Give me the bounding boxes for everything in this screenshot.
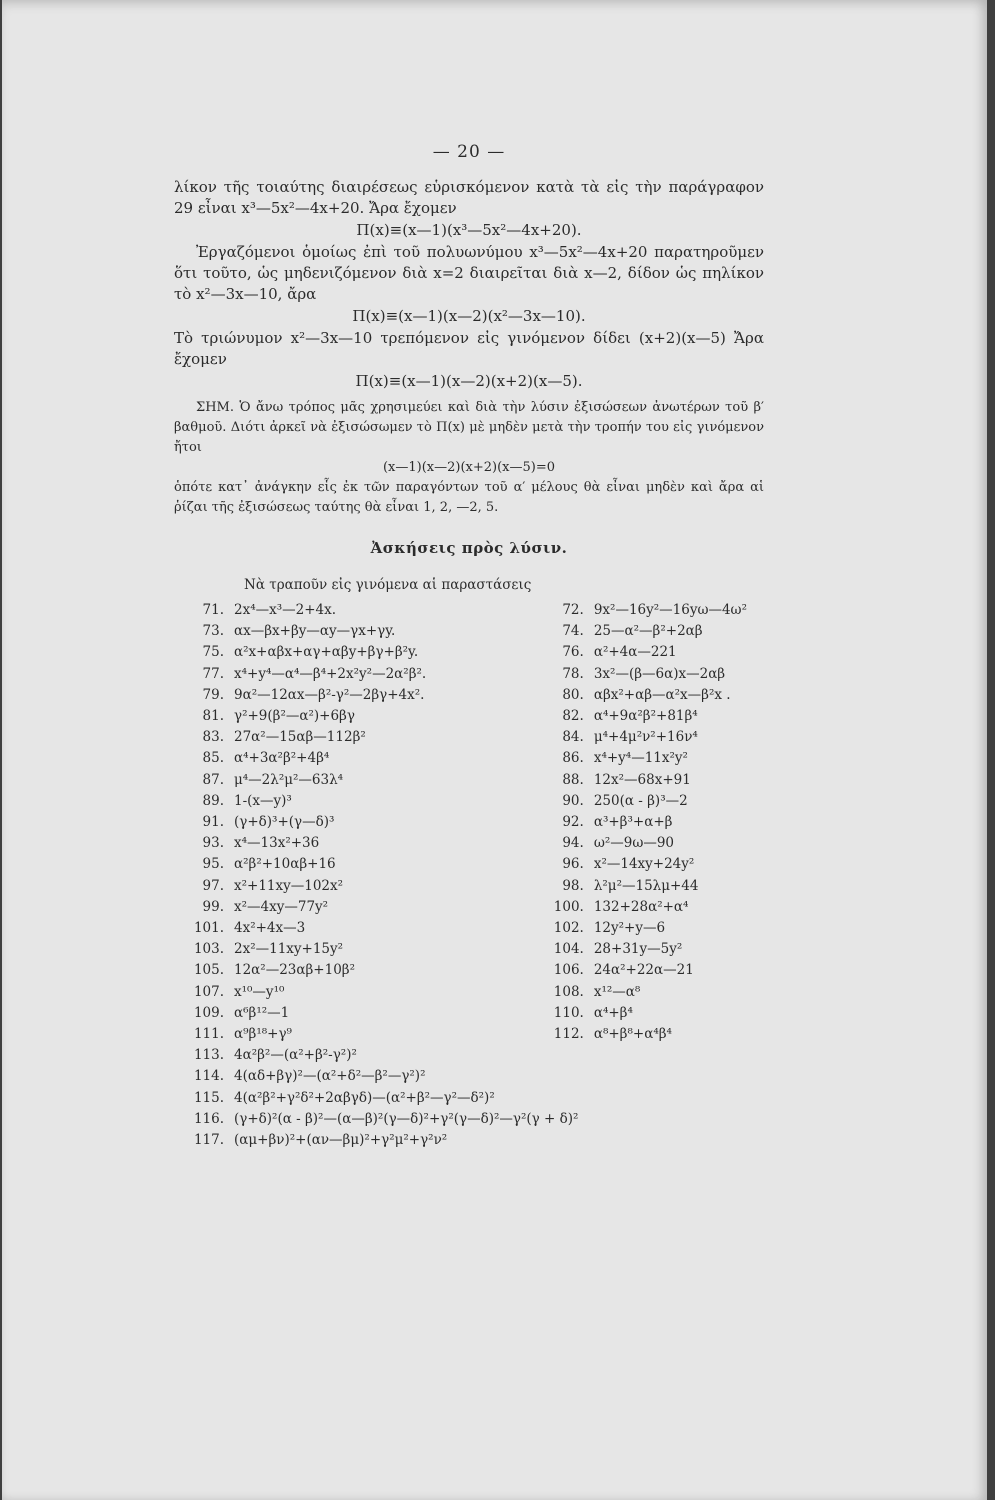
exercise-number: 93. xyxy=(202,835,224,852)
exercise-expression: x²—4xy—77y² xyxy=(234,898,329,915)
exercises-title: Ἀσκήσεις πρὸς λύσιν. xyxy=(370,539,568,557)
exercise-expression: μ⁴+4μ²ν²+16ν⁴ xyxy=(593,729,698,746)
exercise-item xyxy=(174,621,538,642)
exercise-number: 76. xyxy=(562,644,584,661)
exercise-number: 87. xyxy=(202,771,224,788)
exercise-row xyxy=(174,1130,764,1151)
exercise-number: 106. xyxy=(553,962,584,979)
exercise-item xyxy=(538,918,764,939)
exercise-row xyxy=(174,664,764,685)
exercise-number: 74. xyxy=(562,623,584,640)
exercise-expression: 12x²—68x+91 xyxy=(593,771,691,788)
exercise-expression: 4(α²β²+γ²δ²+2αβγδ)—(α²+β²—γ²—δ²)² xyxy=(234,1089,495,1106)
exercise-item xyxy=(174,685,538,706)
exercise-item xyxy=(174,1003,538,1024)
exercise-item xyxy=(538,960,764,981)
exercise-number: 82. xyxy=(562,708,584,725)
exercise-number: 86. xyxy=(562,750,584,767)
exercise-row xyxy=(174,1066,764,1087)
exercise-item xyxy=(174,770,538,791)
exercise-item xyxy=(174,1088,764,1109)
exercise-number: 115. xyxy=(193,1089,224,1106)
exercise-expression: α³+β³+α+β xyxy=(593,814,673,831)
exercise-item xyxy=(538,833,764,854)
exercises-list xyxy=(174,600,764,1151)
exercise-expression: 1-(x—y)³ xyxy=(234,792,292,809)
exercise-number: 103. xyxy=(193,941,224,958)
exercise-item xyxy=(174,854,538,875)
exercise-number: 84. xyxy=(562,729,584,746)
exercise-row xyxy=(174,960,764,981)
exercise-expression: α²x+αβx+αγ+αβy+βγ+β²y. xyxy=(234,644,419,661)
exercise-item xyxy=(538,1003,764,1024)
exercise-item xyxy=(538,982,764,1003)
note-block xyxy=(174,398,764,518)
exercise-number: 116. xyxy=(193,1110,224,1127)
exercise-number: 81. xyxy=(202,708,224,725)
book-page xyxy=(2,0,987,1500)
exercise-expression: x¹⁰—y¹⁰ xyxy=(234,983,285,1000)
equation-2: Π(x)≡(x—1)(x—2)(x²—3x—10). xyxy=(352,307,586,325)
exercise-number: 79. xyxy=(202,686,224,703)
exercise-item xyxy=(538,664,764,685)
exercise-number: 110. xyxy=(553,1004,584,1021)
exercise-row xyxy=(174,1003,764,1024)
exercise-expression: α⁴+β⁴ xyxy=(593,1004,633,1021)
exercise-number: 102. xyxy=(553,920,584,937)
exercise-row xyxy=(174,939,764,960)
exercise-number: 92. xyxy=(562,814,584,831)
exercise-row xyxy=(174,1024,764,1045)
exercise-row xyxy=(174,642,764,663)
exercise-number: 112. xyxy=(553,1026,584,1043)
exercise-expression: α⁶β¹²—1 xyxy=(234,1004,290,1021)
exercise-item xyxy=(538,727,764,748)
exercise-item xyxy=(538,791,764,812)
exercise-number: 91. xyxy=(202,814,224,831)
exercise-expression: α²β²+10αβ+16 xyxy=(234,856,336,873)
exercise-item xyxy=(174,918,538,939)
exercise-number: 111. xyxy=(193,1026,224,1043)
exercise-item xyxy=(538,642,764,663)
exercise-item xyxy=(538,854,764,875)
exercise-row xyxy=(174,897,764,918)
exercise-item xyxy=(174,1130,764,1151)
exercise-expression: 4(αδ+βγ)²—(α²+δ²—β²—γ²)² xyxy=(234,1068,426,1085)
exercise-item xyxy=(538,748,764,769)
exercise-expression: 132+28α²+α⁴ xyxy=(593,898,689,915)
exercise-expression: 27α²—15αβ—112β² xyxy=(234,729,366,746)
exercise-expression: α⁴+9α²β²+81β⁴ xyxy=(593,708,698,725)
exercise-expression: 12α²—23αβ+10β² xyxy=(234,962,356,979)
exercise-item xyxy=(174,600,538,621)
exercise-row xyxy=(174,748,764,769)
exercise-item xyxy=(174,897,538,918)
exercise-expression: α⁸+β⁸+α⁴β⁴ xyxy=(593,1026,672,1043)
exercise-expression: λ²μ²—15λμ+44 xyxy=(593,877,699,894)
exercise-expression: x¹²—α⁸ xyxy=(593,983,641,1000)
exercise-row xyxy=(174,1088,764,1109)
exercise-row xyxy=(174,621,764,642)
exercise-row xyxy=(174,1109,764,1130)
exercise-item xyxy=(174,982,538,1003)
exercise-expression: 9x²—16y²—16yω—4ω² xyxy=(593,602,747,618)
exercise-number: 96. xyxy=(562,856,584,873)
exercise-number: 89. xyxy=(202,792,224,809)
paragraph-1: λίκον τῆς τοιαύτης διαιρέσεως εὑρισκόμενον κατὰ τὰ εἰς τὴν παράγραφον 29 εἶναι x³—5x²—4x+20. Ἄρα ἔχομεν xyxy=(174,178,764,217)
exercise-number: 107. xyxy=(193,983,224,1000)
exercise-item xyxy=(174,791,538,812)
exercise-item xyxy=(174,727,538,748)
exercise-number: 108. xyxy=(553,983,584,1000)
exercise-expression: α⁴+3α²β²+4β⁴ xyxy=(234,750,330,767)
exercise-expression: x²—14xy+24y² xyxy=(593,856,695,873)
exercise-item xyxy=(538,706,764,727)
exercise-expression: 4x²+4x—3 xyxy=(234,920,306,937)
exercise-item xyxy=(174,642,538,663)
exercises-instruction: Νὰ τραποῦν εἰς γινόμενα αἱ παραστάσεις xyxy=(244,577,532,593)
exercise-number: 90. xyxy=(562,792,584,809)
exercise-expression: x²+11xy—102x² xyxy=(234,877,344,894)
exercise-item xyxy=(174,1066,764,1087)
exercise-number: 75. xyxy=(202,644,224,661)
exercise-item xyxy=(174,706,538,727)
exercise-item xyxy=(174,939,538,960)
exercise-number: 88. xyxy=(562,771,584,788)
exercise-row xyxy=(174,791,764,812)
exercise-row xyxy=(174,727,764,748)
exercise-row xyxy=(174,706,764,727)
paragraph-3: Τὸ τριώνυμον x²—3x—10 τρεπόμενον εἰς γινόμενον δίδει (x+2)(x—5) Ἄρα ἔχομεν xyxy=(174,329,764,368)
exercise-number: 95. xyxy=(202,856,224,873)
exercise-row xyxy=(174,876,764,897)
exercise-expression: x⁴—13x²+36 xyxy=(234,835,320,852)
exercise-item xyxy=(174,1024,538,1045)
exercise-number: 105. xyxy=(193,962,224,979)
exercise-row xyxy=(174,833,764,854)
exercise-expression: αβx²+αβ—α²x—β²x . xyxy=(593,686,731,703)
exercise-item xyxy=(174,748,538,769)
exercise-item xyxy=(174,833,538,854)
exercise-expression: ω²—9ω—90 xyxy=(593,835,675,852)
note-text: ΣΗΜ. Ὁ ἄνω τρόπος μᾶς χρησιμεύει καὶ διὰ τὴν λύσιν ἐξισώσεων ἀνωτέρων τοῦ β′ βαθμοῦ. Διότι ἀρκεῖ νὰ ἐξισώσωμεν τὸ Π(x) μὲ μηδὲν μετὰ τὴν τροπήν του εἰς γινόμενον ἤτοι xyxy=(174,400,764,455)
paragraph-2: Ἐργαζόμενοι ὁμοίως ἐπὶ τοῦ πολυωνύμου x³—5x²—4x+20 παρατηροῦμεν ὅτι τοῦτο, ὡς μηδενιζόμενον διὰ x=2 διαιρεῖται διὰ x—2, δίδον ὡς πηλίκον τὸ x²—3x—10, ἄρα xyxy=(174,243,764,303)
exercise-expression: α²+4α—221 xyxy=(593,644,677,661)
exercise-expression: μ⁴—2λ²μ²—63λ⁴ xyxy=(234,771,344,788)
exercise-number: 73. xyxy=(202,623,224,640)
exercise-number: 78. xyxy=(562,665,584,682)
exercise-row xyxy=(174,812,764,833)
exercise-item xyxy=(538,685,764,706)
exercise-item xyxy=(538,876,764,897)
equation-3: Π(x)≡(x—1)(x—2)(x+2)(x—5). xyxy=(355,372,583,390)
exercise-row xyxy=(174,770,764,791)
exercise-row xyxy=(174,854,764,875)
exercise-number: 80. xyxy=(562,686,584,703)
exercise-item xyxy=(174,664,538,685)
exercise-expression: 2x⁴—x³—2+4x. xyxy=(234,602,337,618)
exercise-number: 117. xyxy=(193,1132,224,1149)
exercise-item xyxy=(538,812,764,833)
exercise-expression: 28+31y—5y² xyxy=(593,941,683,958)
exercise-expression: 25—α²—β²+2αβ xyxy=(593,623,703,640)
exercise-number: 104. xyxy=(553,941,584,958)
page-content xyxy=(174,142,764,1151)
exercise-expression: α⁹β¹⁸+γ⁹ xyxy=(234,1026,292,1043)
exercise-item xyxy=(538,897,764,918)
exercise-item xyxy=(538,939,764,960)
exercise-expression: 24α²+22α—21 xyxy=(593,962,694,979)
exercise-expression: 4α²β²—(α²+β²-γ²)² xyxy=(234,1047,357,1064)
note-equation: (x—1)(x—2)(x+2)(x—5)=0 xyxy=(382,460,556,475)
exercise-number: 72. xyxy=(562,602,584,618)
exercise-expression: (γ+δ)²(α - β)²—(α—β)²(γ—δ)²+γ²(γ—δ)²—γ²(γ + δ)² xyxy=(234,1110,579,1127)
exercise-expression: 250(α - β)³—2 xyxy=(593,792,688,809)
exercise-row xyxy=(174,1045,764,1066)
exercise-number: 99. xyxy=(202,898,224,915)
exercise-number: 113. xyxy=(193,1047,224,1064)
exercise-expression: 2x²—11xy+15y² xyxy=(234,941,344,958)
exercise-number: 71. xyxy=(202,602,224,618)
exercise-item xyxy=(174,960,538,981)
equation-1: Π(x)≡(x—1)(x³—5x²—4x+20). xyxy=(356,221,582,239)
exercise-row xyxy=(174,982,764,1003)
exercise-expression: x⁴+y⁴—α⁴—β⁴+2x²y²—2α²β². xyxy=(234,665,427,682)
exercise-number: 85. xyxy=(202,750,224,767)
note-conclusion: ὁπότε κατ᾽ ἀνάγκην εἷς ἐκ τῶν παραγόντων τοῦ α′ μέλους θὰ εἶναι μηδὲν καὶ ἄρα αἱ ῥίζαι τῆς ἐξισώσεως ταύτης θὰ εἶναι 1, 2, —2, 5. xyxy=(174,480,764,515)
page-number: — 20 — xyxy=(432,142,506,162)
exercise-expression: γ²+9(β²—α²)+6βγ xyxy=(234,708,355,725)
exercise-expression: 12y²+y—6 xyxy=(593,920,666,937)
exercise-expression: (γ+δ)³+(γ—δ)³ xyxy=(234,814,335,831)
exercise-number: 97. xyxy=(202,877,224,894)
exercise-row xyxy=(174,918,764,939)
exercise-row xyxy=(174,685,764,706)
exercise-number: 77. xyxy=(202,665,224,682)
exercise-number: 98. xyxy=(562,877,584,894)
exercise-row xyxy=(174,600,764,621)
exercise-number: 109. xyxy=(193,1004,224,1021)
exercise-item xyxy=(174,876,538,897)
exercise-number: 101. xyxy=(193,920,224,937)
exercise-item xyxy=(538,770,764,791)
exercise-expression: αx—βx+βy—αy—γx+γy. xyxy=(234,623,396,640)
exercise-item xyxy=(538,600,764,621)
exercise-item xyxy=(538,1024,764,1045)
exercise-item xyxy=(174,1109,764,1130)
exercise-number: 114. xyxy=(193,1068,224,1085)
exercise-number: 100. xyxy=(553,898,584,915)
exercise-expression: (αμ+βν)²+(αν—βμ)²+γ²μ²+γ²ν² xyxy=(234,1132,448,1149)
exercise-expression: x⁴+y⁴—11x²y² xyxy=(593,750,688,767)
exercise-item xyxy=(174,812,538,833)
exercise-expression: 9α²—12αx—β²-γ²—2βγ+4x². xyxy=(234,686,425,703)
exercise-expression: 3x²—(β—6α)x—2αβ xyxy=(593,665,726,682)
exercise-item xyxy=(174,1045,764,1066)
exercise-number: 94. xyxy=(562,835,584,852)
exercise-item xyxy=(538,621,764,642)
exercise-number: 83. xyxy=(202,729,224,746)
